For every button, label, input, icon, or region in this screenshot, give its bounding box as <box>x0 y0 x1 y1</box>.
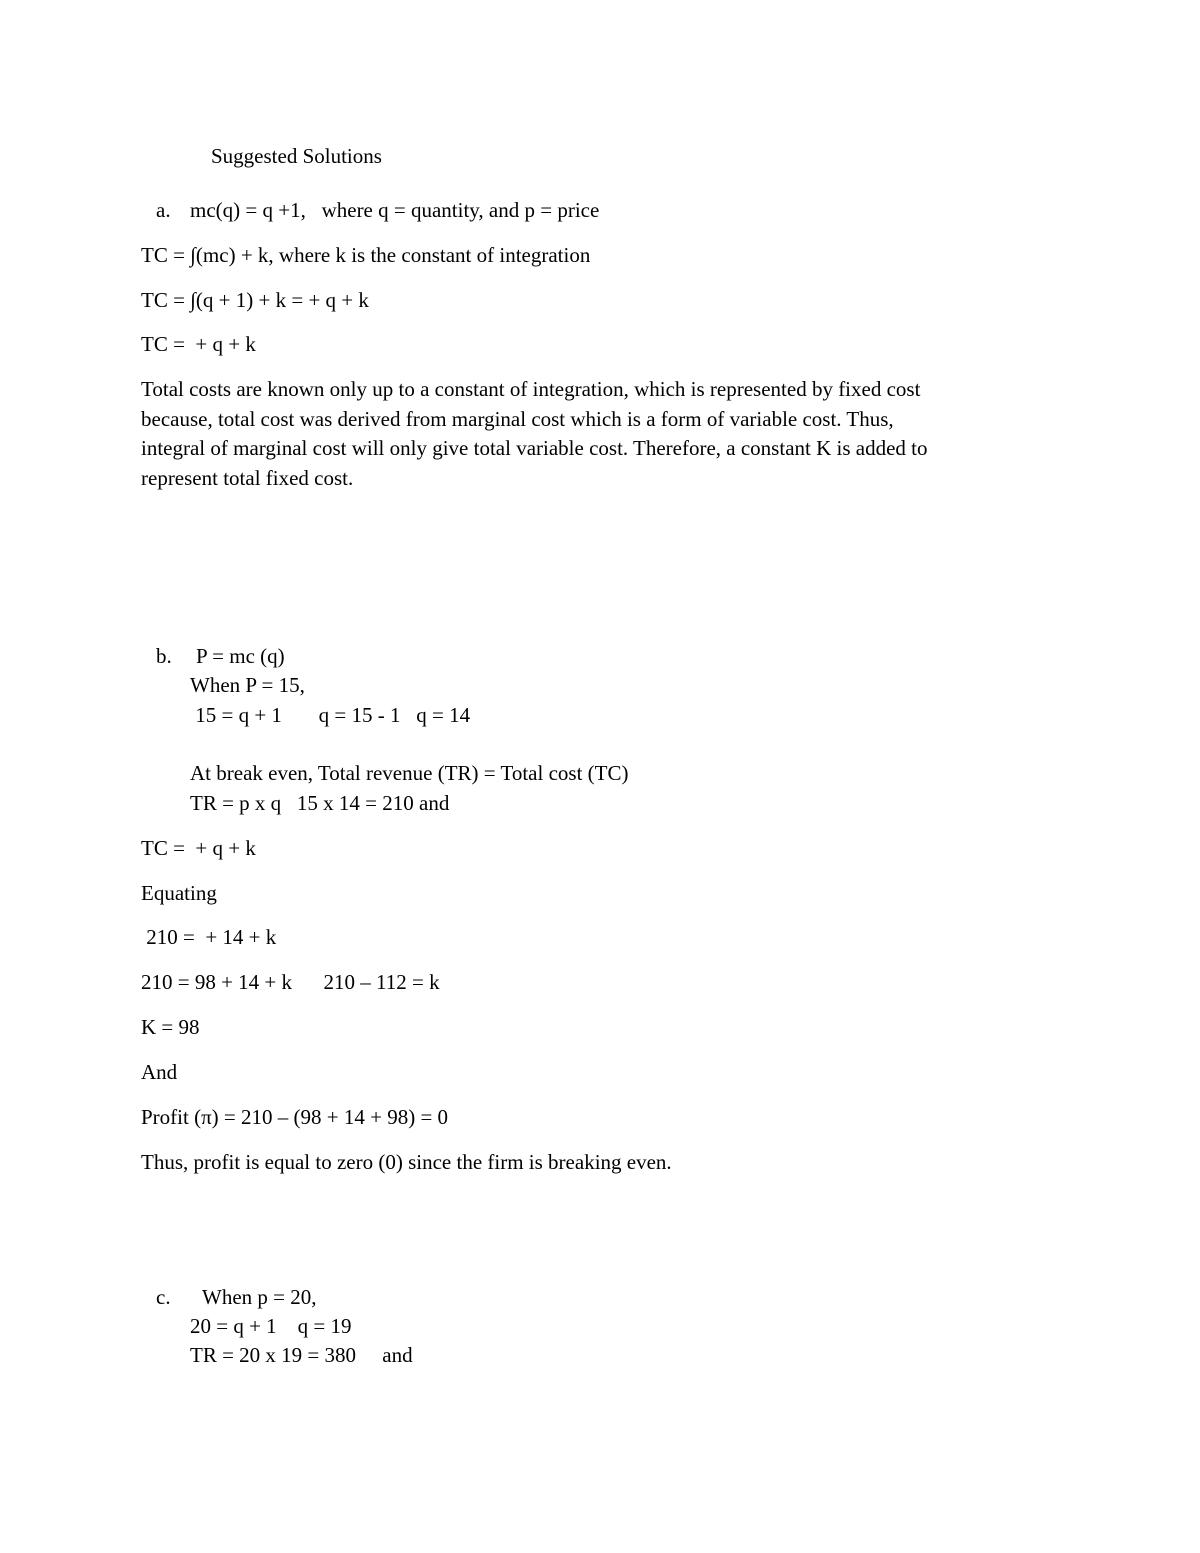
part-a-explanation-line: represent total fixed cost. <box>141 465 354 490</box>
part-a-line-3: TC = ∫(q + 1) + k = + q + k <box>141 288 369 312</box>
part-a-line-4: TC = + q + k <box>141 332 256 356</box>
part-a-explanation-line: integral of marginal cost will only give total variable cost. Therefore, a constant K is added to <box>141 436 928 460</box>
part-c-line-3: TR = 20 x 19 = 380 and <box>190 1343 413 1367</box>
part-b-line-4: At break even, Total revenue (TR) = Total cost (TC) <box>190 761 629 785</box>
part-b-line-13: Thus, profit is equal to zero (0) since the firm is breaking even. <box>141 1150 672 1174</box>
part-b-line-9: 210 = 98 + 14 + k 210 – 112 = k <box>141 970 440 994</box>
part-c-line-2: 20 = q + 1 q = 19 <box>190 1314 352 1338</box>
part-b-line-10: K = 98 <box>141 1015 200 1039</box>
part-a-explanation-line: because, total cost was derived from marginal cost which is a form of variable cost. Thus, <box>141 406 894 431</box>
part-b-line-3: 15 = q + 1 q = 15 - 1 q = 14 <box>190 703 471 727</box>
part-b-line-1: P = mc (q) <box>196 644 285 668</box>
part-b-line-5: TR = p x q 15 x 14 = 210 and <box>190 791 450 815</box>
part-b-line-6: TC = + q + k <box>141 836 256 860</box>
part-b-line-2: When P = 15, <box>190 673 305 697</box>
part-c-line-1: When p = 20, <box>202 1285 317 1309</box>
part-a-line-1: mc(q) = q +1, where q = quantity, and p = price <box>190 198 600 222</box>
part-b-marker: b. <box>156 644 172 668</box>
part-a-marker: a. <box>156 198 171 222</box>
part-a-explanation-line: Total costs are known only up to a constant of integration, which is represented by fixed cost <box>141 377 921 401</box>
part-b-line-11: And <box>141 1060 178 1084</box>
part-b-line-12: Profit (π) = 210 – (98 + 14 + 98) = 0 <box>141 1105 449 1129</box>
part-b-line-7: Equating <box>141 881 217 905</box>
part-c-marker: c. <box>156 1285 171 1309</box>
part-a-line-2: TC = ∫(mc) + k, where k is the constant of integration <box>141 243 591 267</box>
part-b-line-8: 210 = + 14 + k <box>141 925 277 949</box>
document-heading: Suggested Solutions <box>211 144 382 168</box>
part-a-explanation <box>141 375 1041 493</box>
